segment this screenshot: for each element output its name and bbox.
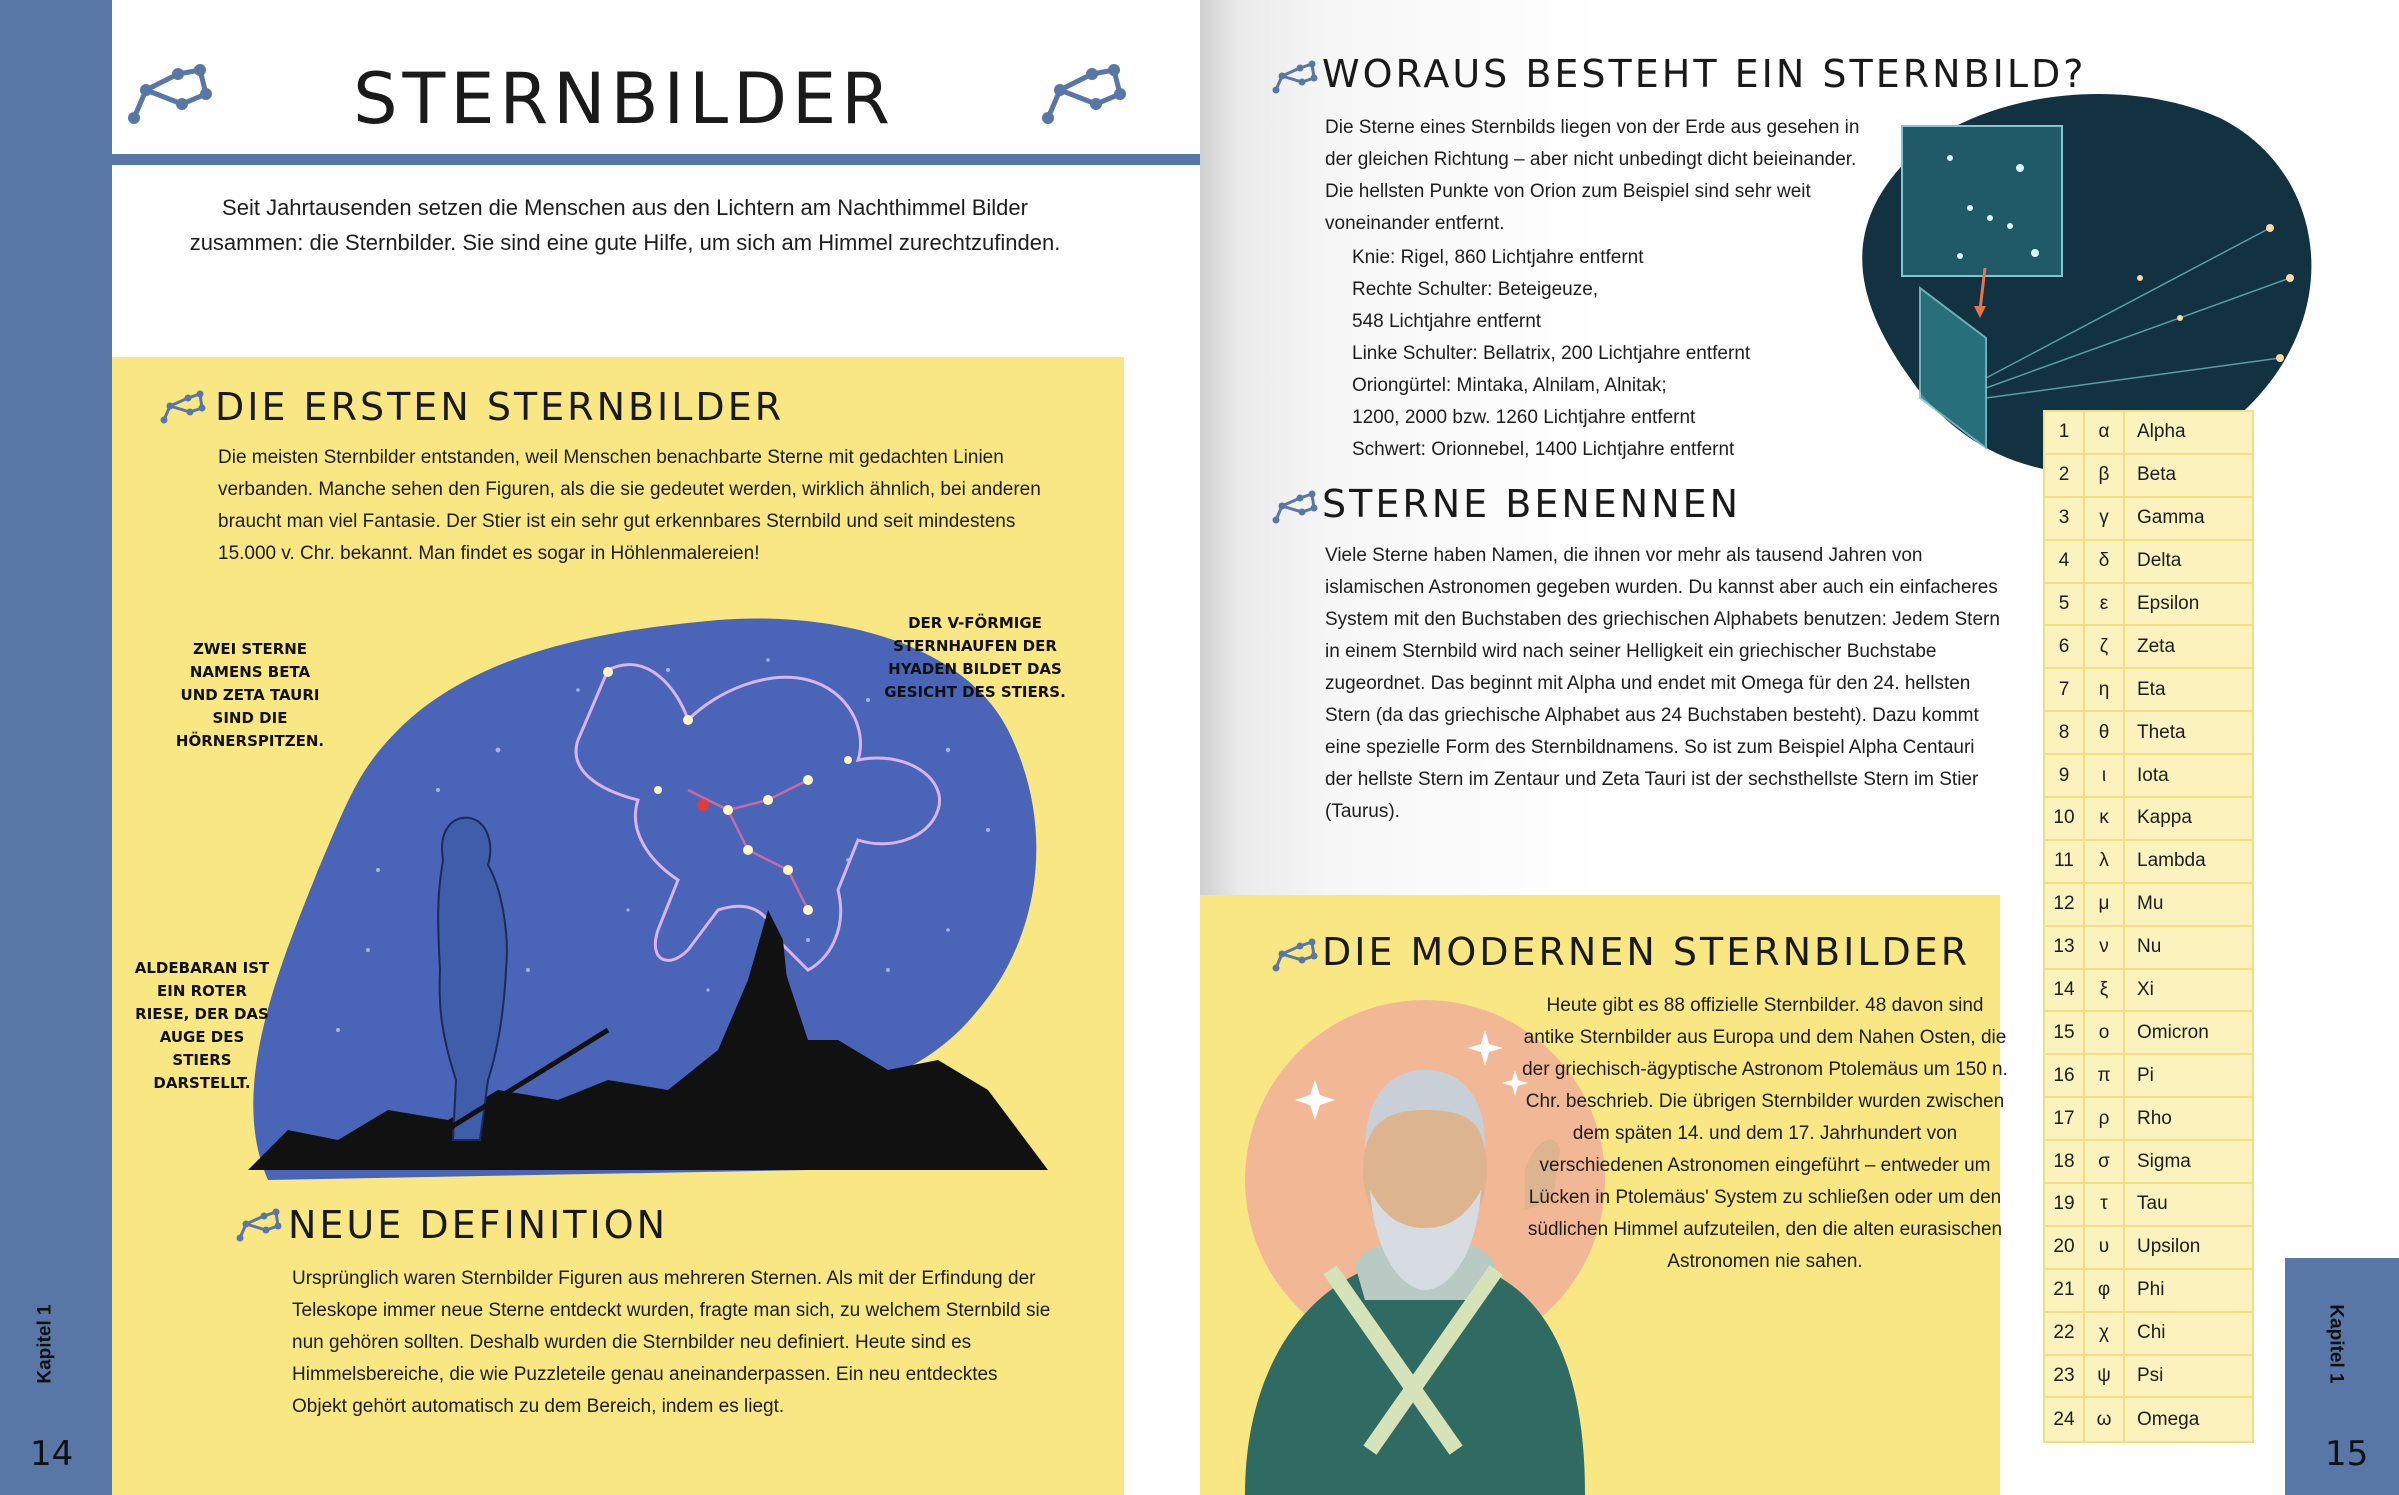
greek-letter: η <box>2085 669 2125 710</box>
row-number: 21 <box>2045 1270 2085 1311</box>
chapter-label-left <box>34 1295 74 1395</box>
row-number: 18 <box>2045 1141 2085 1182</box>
greek-letter: φ <box>2085 1270 2125 1311</box>
greek-letter: ε <box>2085 584 2125 625</box>
chapter-text: Kapitel 1 <box>34 1304 56 1384</box>
row-number: 12 <box>2045 884 2085 925</box>
letter-name: Delta <box>2137 550 2182 572</box>
greek-letter: ρ <box>2085 1098 2125 1139</box>
section-heading-modernen: DIE MODERNEN STERNBILDER <box>1322 930 1971 974</box>
greek-letter: ξ <box>2085 970 2125 1011</box>
greek-letter: α <box>2085 412 2125 453</box>
table-row <box>2045 455 2252 498</box>
table-row <box>2045 626 2252 669</box>
table-row <box>2045 927 2252 970</box>
greek-letter: ζ <box>2085 626 2125 667</box>
letter-name: Zeta <box>2137 635 2176 657</box>
greek-letter: π <box>2085 1055 2125 1096</box>
annotation-beta-zeta: ZWEI STERNE NAMENS BETA UND ZETA TAURI SIND DIE HÖRNERSPITZEN. <box>175 640 325 750</box>
section-heading-neue: NEUE DEFINITION <box>288 1203 669 1247</box>
row-number: 24 <box>2045 1398 2085 1441</box>
row-number: 4 <box>2045 541 2085 582</box>
table-row <box>2045 1098 2252 1141</box>
table-row <box>2045 1184 2252 1227</box>
list-item: Rechte Schulter: Beteigeuze, <box>1352 279 1599 300</box>
row-number: 17 <box>2045 1098 2085 1139</box>
row-number: 20 <box>2045 1227 2085 1268</box>
row-number: 10 <box>2045 798 2085 839</box>
page-title: STERNBILDER <box>353 58 895 140</box>
page-number-right: 15 <box>2325 1434 2369 1474</box>
row-number: 11 <box>2045 841 2085 882</box>
title-rule <box>112 154 1200 165</box>
constellation-icon <box>1272 486 1318 526</box>
table-row <box>2045 1398 2252 1441</box>
table-row <box>2045 1356 2252 1399</box>
greek-letter: δ <box>2085 541 2125 582</box>
row-number: 13 <box>2045 927 2085 968</box>
section-heading-benennen: STERNE BENENNEN <box>1322 482 1742 526</box>
row-number: 23 <box>2045 1356 2085 1397</box>
orion-star-list <box>1352 242 1872 466</box>
table-row <box>2045 755 2252 798</box>
table-row <box>2045 498 2252 541</box>
list-item: 1200, 2000 bzw. 1260 Lichtjahre entfernt <box>1352 407 1696 428</box>
table-row <box>2045 1012 2252 1055</box>
section-text-woraus: Die Sterne eines Sternbilds liegen von der Erde aus gesehen in der gleichen Richtung – aber nicht unbedingt dicht beieinander. Die hellsten Punkte von Orion zum Beispiel sind sehr weit voneinander entfernt. <box>1325 117 1860 234</box>
greek-letter: ω <box>2085 1398 2125 1441</box>
table-row <box>2045 412 2252 455</box>
letter-name: Upsilon <box>2137 1236 2201 1258</box>
row-number: 8 <box>2045 712 2085 753</box>
row-number: 14 <box>2045 970 2085 1011</box>
constellation-icon <box>1272 934 1318 974</box>
table-row <box>2045 841 2252 884</box>
constellation-icon <box>160 386 206 426</box>
greek-letter: κ <box>2085 798 2125 839</box>
greek-letter: χ <box>2085 1313 2125 1354</box>
letter-name: Psi <box>2137 1365 2164 1387</box>
row-number: 3 <box>2045 498 2085 539</box>
row-number: 5 <box>2045 584 2085 625</box>
table-row <box>2045 1141 2252 1184</box>
letter-name: Epsilon <box>2137 593 2200 614</box>
letter-name: Nu <box>2137 936 2162 958</box>
annotation-aldebaran: ALDEBARAN IST EIN ROTER RIESE, DER DAS AUGE DES STIERS DARSTELLT. <box>134 959 270 1092</box>
letter-name: Chi <box>2137 1322 2166 1344</box>
letter-name: Beta <box>2137 464 2177 486</box>
row-number: 7 <box>2045 669 2085 710</box>
row-number: 22 <box>2045 1313 2085 1354</box>
letter-name: Pi <box>2137 1064 2154 1086</box>
letter-name: Iota <box>2137 764 2169 786</box>
table-row <box>2045 669 2252 712</box>
table-row <box>2045 1270 2252 1313</box>
table-row <box>2045 1313 2252 1356</box>
row-number: 15 <box>2045 1012 2085 1053</box>
greek-letter: σ <box>2085 1141 2125 1182</box>
letter-name: Xi <box>2137 979 2154 1001</box>
chapter-label-right <box>2326 1295 2362 1395</box>
greek-letter: θ <box>2085 712 2125 753</box>
left-page-stripe <box>0 0 112 1495</box>
greek-letter: λ <box>2085 841 2125 882</box>
row-number: 9 <box>2045 755 2085 796</box>
letter-name: Kappa <box>2137 807 2192 829</box>
list-item: Oriongürtel: Mintaka, Alnilam, Alnitak; <box>1352 375 1667 396</box>
letter-name: Lambda <box>2137 850 2206 872</box>
letter-name: Eta <box>2137 678 2166 700</box>
greek-letter: μ <box>2085 884 2125 925</box>
greek-letter: υ <box>2085 1227 2125 1268</box>
section-text-modernen: Heute gibt es 88 offizielle Sternbilder. 48 davon sind antike Sternbilder aus Europa und dem Nahen Osten, die der griechisch-ägyptische Astronom Ptolemäus um 150 n. Chr. beschrieb. Die übrigen Sternbilder wurden zwischen dem späten 14. und dem 17. Jahrhundert von verschiedenen Astronomen eingeführt – entweder um Lücken in Ptolemäus' System zu schließen oder um den südlichen Himmel aufzuteilen, den die alten eurasischen Astronomen nie sahen. <box>1522 995 2008 1272</box>
table-row <box>2045 1055 2252 1098</box>
greek-letter: τ <box>2085 1184 2125 1225</box>
greek-letter: ν <box>2085 927 2125 968</box>
letter-name: Tau <box>2137 1193 2168 1215</box>
chapter-text: Kapitel 1 <box>2325 1304 2347 1384</box>
table-row <box>2045 970 2252 1013</box>
row-number: 6 <box>2045 626 2085 667</box>
letter-name: Rho <box>2137 1107 2172 1129</box>
annotation-v-form: DER V-FÖRMIGE STERNHAUFEN DER HYADEN BILDET DAS GESICHT DES STIERS. <box>884 614 1066 701</box>
constellation-icon <box>236 1204 282 1244</box>
letter-name: Theta <box>2137 721 2186 743</box>
section-text-ersten: Die meisten Sternbilder entstanden, weil Menschen benachbarte Sterne mit gedachten Linien verbanden. Manche sehen den Figuren, als die sie gedeutet werden, wirklich ähnlich, bei anderen braucht man viel Fantasie. Der Stier ist ein sehr gut erkennbares Sternbild und seit mindestens 15.000 v. Chr. bekannt. Man findet es sogar in Höhlenmalereien! <box>218 447 1041 564</box>
letter-name: Mu <box>2137 893 2164 915</box>
greek-alphabet-table <box>2043 410 2254 1443</box>
list-item: Knie: Rigel, 860 Lichtjahre entfernt <box>1352 247 1644 268</box>
greek-letter: β <box>2085 455 2125 496</box>
intro-text: Seit Jahrtausenden setzen die Menschen aus den Lichtern am Nachthimmel Bilder zusammen: die Sternbilder. Sie sind eine gute Hilfe, um sich am Himmel zurechtzufinden. <box>189 195 1061 255</box>
section-heading-woraus: WORAUS BESTEHT EIN STERNBILD? <box>1322 52 2087 96</box>
letter-name: Alpha <box>2137 421 2186 443</box>
row-number: 1 <box>2045 412 2085 453</box>
constellation-icon <box>1272 56 1318 96</box>
letter-name: Omega <box>2137 1408 2200 1430</box>
section-text-benennen: Viele Sterne haben Namen, die ihnen vor mehr als tausend Jahren von islamischen Astronomen gegeben wurden. Du kannst aber auch ein einfacheres System mit den Buchstaben des griechischen Alphabets benutzen: Jedem Stern in einem Sternbild wird nach seiner Helligkeit ein griechischer Buchstabe zugeordnet. Das beginnt mit Alpha und endet mit Omega für den 24. hellsten Stern (da das griechische Alphabet aus 24 Buchstaben besteht). Dazu kommt eine spezielle Form des Sternbildnamens. So ist zum Beispiel Alpha Centauri der hellste Stern im Zentaur und Zeta Tauri ist der sechsthellste Stern im Stier (Taurus). <box>1325 545 2000 822</box>
table-row <box>2045 584 2252 627</box>
list-item: Schwert: Orionnebel, 1400 Lichtjahre entfernt <box>1352 439 1735 460</box>
letter-name: Omicron <box>2137 1021 2209 1043</box>
table-row <box>2045 712 2252 755</box>
list-item: 548 Lichtjahre entfernt <box>1352 311 1542 332</box>
table-row <box>2045 1227 2252 1270</box>
page-number-left: 14 <box>30 1434 74 1474</box>
greek-letter: ι <box>2085 755 2125 796</box>
greek-letter: ο <box>2085 1012 2125 1053</box>
section-text-neue: Ursprünglich waren Sternbilder Figuren aus mehreren Sternen. Als mit der Erfindung der Teleskope immer neue Sterne entdeckt wurden, fragte man sich, zu welchem Sternbild sie nun gehören sollten. Deshalb wurden die Sternbilder neu definiert. Heute sind es Himmelsbereiche, die wie Puzzleteile genau aneinanderpassen. Ein neu entdecktes Objekt gehört automatisch zu dem Bereich, indem es liegt. <box>292 1268 1051 1417</box>
greek-letter: γ <box>2085 498 2125 539</box>
row-number: 16 <box>2045 1055 2085 1096</box>
section-heading-ersten: DIE ERSTEN STERNBILDER <box>215 385 785 429</box>
row-number: 2 <box>2045 455 2085 496</box>
letter-name: Sigma <box>2137 1150 2191 1172</box>
table-row <box>2045 798 2252 841</box>
letter-name: Gamma <box>2137 507 2205 529</box>
greek-letter: ψ <box>2085 1356 2125 1397</box>
table-row <box>2045 884 2252 927</box>
row-number: 19 <box>2045 1184 2085 1225</box>
letter-name: Phi <box>2137 1279 2165 1301</box>
table-row <box>2045 541 2252 584</box>
list-item: Linke Schulter: Bellatrix, 200 Lichtjahre entfernt <box>1352 343 1751 364</box>
